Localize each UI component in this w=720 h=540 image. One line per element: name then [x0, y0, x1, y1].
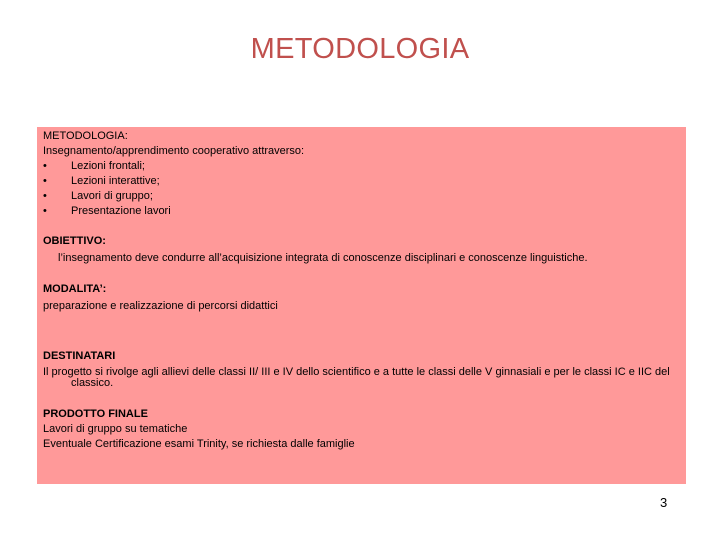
- bullet-icon: •: [43, 190, 47, 202]
- bullet-icon: •: [43, 160, 47, 172]
- slide-title: METODOLOGIA: [250, 33, 470, 65]
- metodologia-intro: Insegnamento/apprendimento cooperativo attraverso:: [43, 145, 305, 157]
- metodologia-heading: METODOLOGIA:: [43, 130, 128, 142]
- list-item-text: Presentazione lavori: [71, 205, 171, 217]
- bullet-icon: •: [43, 205, 47, 217]
- list-item: [43, 204, 680, 219]
- bullet-icon: •: [43, 175, 47, 187]
- metodologia-section: [43, 129, 680, 219]
- page-number: 3: [660, 495, 668, 510]
- destinatari-text: Il progetto si rivolge agli allievi delle classi II/ III e IV dello scientifico e a tutte le classi delle V ginnasiali e per le classi IC e IIC del classico.: [43, 366, 670, 389]
- list-item: [43, 174, 680, 189]
- modalita-text: preparazione e realizzazione di percorsi didattici: [43, 300, 278, 312]
- obiettivo-section: [43, 234, 680, 266]
- prodotto-line2: Eventuale Certificazione esami Trinity, se richiesta dalle famiglie: [43, 438, 355, 450]
- list-item-text: Lavori di gruppo;: [71, 190, 153, 202]
- list-item-text: Lezioni frontali;: [71, 160, 145, 172]
- destinatari-section: [43, 349, 680, 389]
- destinatari-heading: DESTINATARI: [43, 350, 116, 362]
- content-box: [37, 127, 686, 484]
- obiettivo-text: l’insegnamento deve condurre all’acquisizione integrata di conoscenze disciplinari e conoscenze linguistiche.: [58, 252, 588, 264]
- list-item: [43, 189, 680, 204]
- list-item: [43, 159, 680, 174]
- prodotto-heading: PRODOTTO FINALE: [43, 408, 148, 420]
- modalita-heading: MODALITA’:: [43, 283, 107, 295]
- list-item-text: Lezioni interattive;: [71, 175, 160, 187]
- modalita-section: [43, 282, 680, 314]
- obiettivo-heading: OBIETTIVO:: [43, 235, 106, 247]
- prodotto-line1: Lavori di gruppo su tematiche: [43, 423, 188, 435]
- prodotto-section: [43, 407, 680, 452]
